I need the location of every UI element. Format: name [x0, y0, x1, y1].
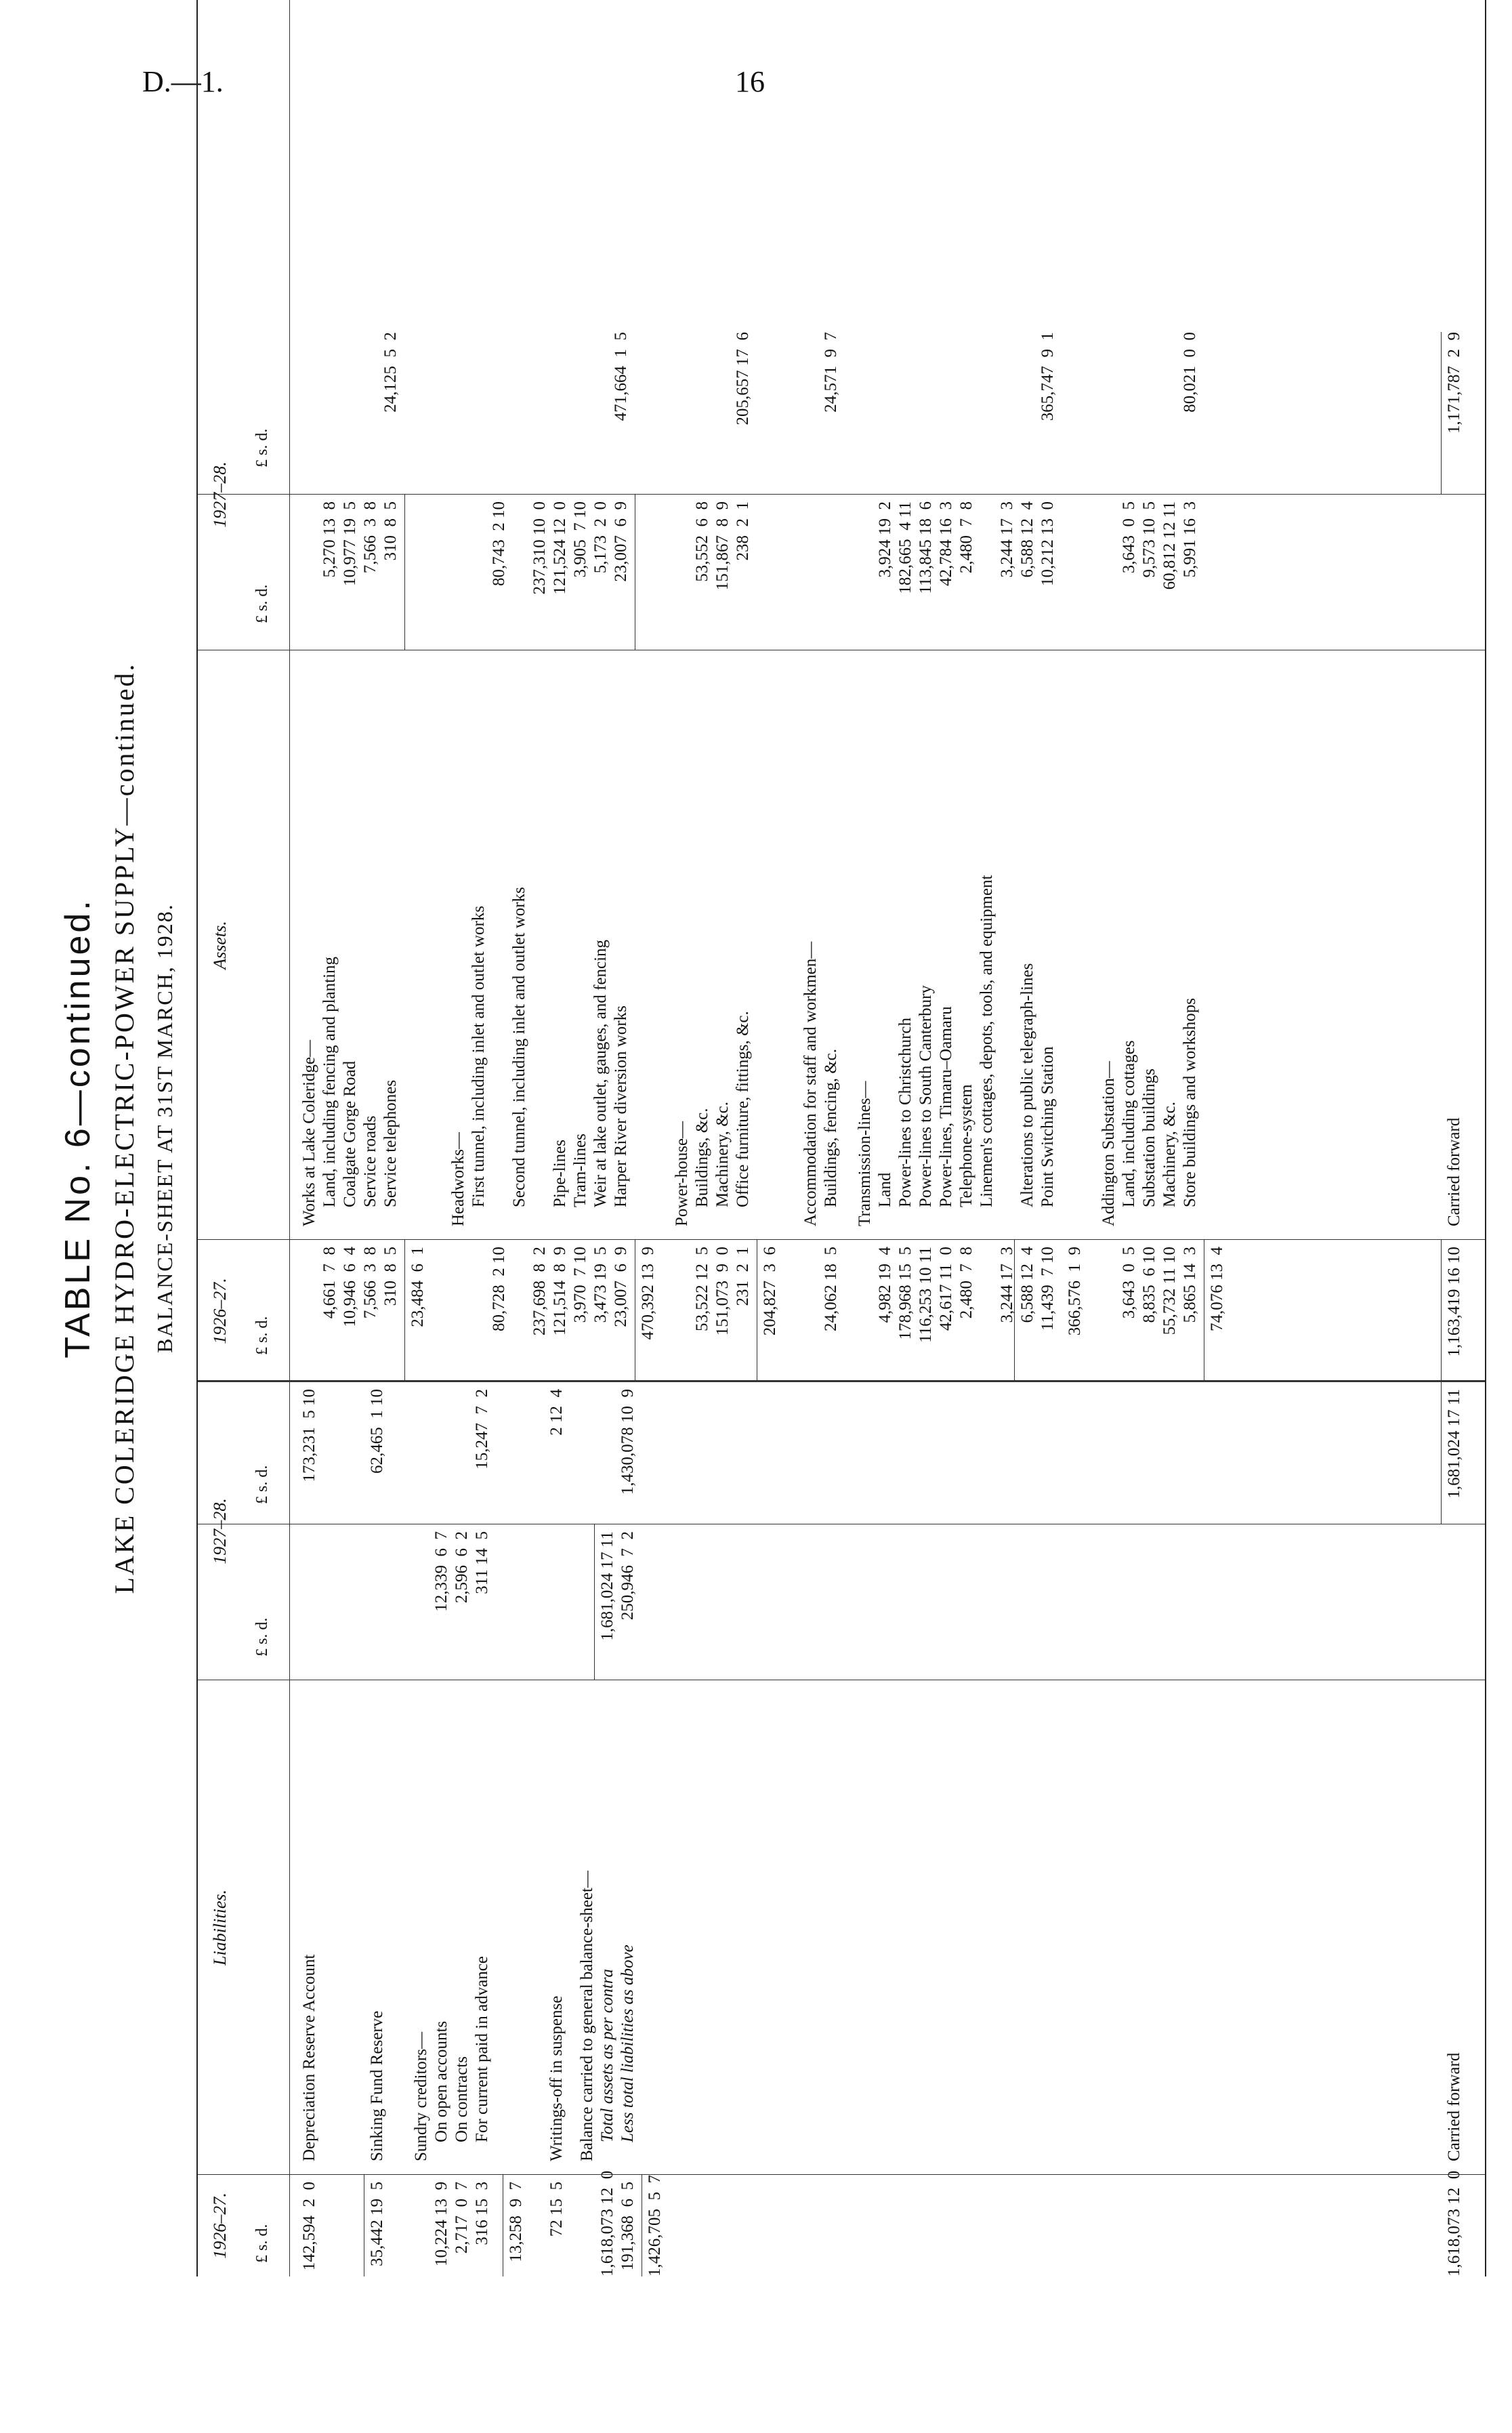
liability-label: Carried forward	[1445, 2052, 1463, 2161]
lsd-heading: £ s. d.	[253, 1465, 271, 1504]
liability-label: Balance carried to general balance-sheet—	[578, 1871, 596, 2161]
liability-detail-amount: 1,681,024 17 11	[598, 1531, 616, 1641]
asset-detail-amount: 3,643 0 5	[1120, 501, 1138, 574]
liability-total-amount: 1,681,024 17 11	[1445, 1389, 1463, 1499]
liability-label: Sinking Fund Reserve	[368, 2010, 386, 2161]
liability-detail-amount: 250,946 7 2	[618, 1531, 637, 1621]
asset-label: First tunnel, including inlet and outlet works	[469, 905, 488, 1207]
asset-prev-amount: 4,982 19 4	[876, 1247, 894, 1323]
asset-label: Accommodation for staff and workmen—	[801, 941, 820, 1226]
asset-detail-amount: 7,566 3 8	[361, 501, 379, 574]
asset-detail-amount: 182,665 4 11	[896, 501, 915, 594]
asset-detail-amount: 151,867 8 9	[713, 501, 732, 591]
liability-total-amount: 173,231 5 10	[300, 1389, 318, 1482]
liability-detail-amount: 311 14 5	[473, 1531, 491, 1594]
asset-prev-amount: 237,698 8 2	[530, 1247, 549, 1336]
asset-prev-amount: 231 2 1	[734, 1247, 752, 1306]
asset-prev-amount: 470,392 13 9	[639, 1247, 657, 1340]
asset-label: Weir at lake outlet, gauges, and fencing	[591, 939, 610, 1207]
asset-detail-amount: 5,991 16 3	[1181, 501, 1199, 578]
asset-detail-amount: 5,173 2 0	[591, 501, 610, 574]
asset-label: Alterations to public telegraph-lines	[1018, 963, 1036, 1207]
asset-detail-amount: 237,310 10 0	[530, 501, 549, 595]
asset-label: Addington Substation—	[1099, 1061, 1118, 1226]
rotated-table-page	[58, 0, 1484, 2276]
asset-prev-amount: 80,728 2 10	[490, 1247, 508, 1331]
asset-label: Headworks—	[449, 1132, 467, 1226]
asset-prev-amount: 23,484 6 1	[408, 1247, 427, 1327]
column-divider	[198, 2174, 1485, 2175]
table-title: TABLE No. 6—continued.	[58, 898, 98, 1358]
asset-total-amount: 365,747 9 1	[1038, 332, 1057, 421]
asset-label: Linemen's cottages, depots, tools, and equipment	[978, 875, 996, 1207]
asset-label: Land, including cottages	[1120, 1040, 1138, 1207]
asset-prev-amount: 55,732 11 10	[1160, 1247, 1179, 1335]
asset-prev-amount: 366,576 1 9	[1066, 1247, 1084, 1336]
asset-label: Machinery, &c.	[713, 1102, 732, 1207]
liab-prev-year-heading: 1926–27.	[210, 2192, 230, 2259]
asset-prev-amount: 151,073 9 0	[713, 1247, 732, 1336]
asset-label: Telephone-system	[957, 1084, 975, 1207]
asset-label: Tram-lines	[571, 1134, 589, 1207]
asset-label: Service telephones	[381, 1079, 400, 1207]
asset-prev-amount: 23,007 6 9	[612, 1247, 630, 1327]
asset-prev-amount: 24,062 18 5	[822, 1247, 840, 1331]
asset-detail-amount: 3,905 7 10	[571, 501, 589, 578]
asset-detail-amount: 238 2 1	[734, 501, 752, 561]
liability-label: On contracts	[453, 2056, 471, 2142]
asset-label: Point Switching Station	[1038, 1046, 1057, 1207]
asset-detail-amount: 42,784 16 3	[937, 501, 955, 586]
asset-detail-amount: 310 8 5	[381, 501, 400, 561]
asset-detail-amount: 10,977 19 5	[341, 501, 359, 586]
balance-sheet-table	[196, 0, 1486, 2276]
asset-current-year-heading: 1927–28.	[210, 461, 230, 528]
asset-detail-amount: 2,480 7 8	[957, 501, 975, 574]
liabilities-heading: Liabilities.	[210, 1890, 230, 1966]
liab-current-year-heading: 1927–28.	[210, 1498, 230, 1564]
page-header-ref: D.—1.	[142, 65, 224, 98]
asset-prev-amount: 6,588 12 4	[1018, 1247, 1036, 1323]
asset-prev-amount: 178,968 15 5	[896, 1247, 915, 1340]
asset-prev-amount: 121,514 8 9	[551, 1247, 569, 1336]
asset-label: Machinery, &c.	[1160, 1102, 1179, 1207]
asset-prev-amount: 11,439 7 10	[1038, 1247, 1057, 1331]
balance-sheet-date: BALANCE-SHEET AT 31ST MARCH, 1928.	[152, 903, 177, 1353]
asset-label: Power-lines to Christchurch	[896, 1017, 915, 1207]
asset-prev-amount: 10,946 6 4	[341, 1247, 359, 1327]
asset-prev-amount: 74,076 13 4	[1208, 1247, 1226, 1331]
liability-label: Total assets as per contra	[598, 1968, 616, 2142]
asset-prev-amount: 8,835 6 10	[1140, 1247, 1158, 1323]
assets-heading: Assets.	[210, 921, 230, 970]
liability-total-amount: 15,247 7 2	[473, 1389, 491, 1470]
liability-prev-amount: 142,594 2 0	[300, 2182, 318, 2271]
table-subtitle: LAKE COLERIDGE HYDRO-ELECTRIC-POWER SUPPLY—continued.	[109, 662, 140, 1594]
liability-prev-amount: 191,368 6 5	[618, 2182, 637, 2271]
asset-detail-amount: 80,743 2 10	[490, 501, 508, 586]
lsd-heading: £ s. d.	[253, 428, 271, 467]
asset-prev-amount: 2,480 7 8	[957, 1247, 975, 1319]
liability-total-amount: 2 12 4	[547, 1389, 566, 1436]
liability-detail-amount: 12,339 6 7	[432, 1531, 450, 1612]
liability-label: On open accounts	[432, 2020, 450, 2142]
asset-label: Land, including fencing and planting	[320, 956, 339, 1207]
liability-prev-amount: 72 15 5	[547, 2182, 566, 2237]
asset-detail-amount: 6,588 12 4	[1018, 501, 1036, 578]
liability-detail-amount: 2,596 6 2	[453, 1531, 471, 1604]
subtotal-rule	[594, 1524, 595, 1680]
asset-label: Land	[876, 1172, 894, 1207]
asset-prev-amount: 3,970 7 10	[571, 1247, 589, 1323]
subtotal-rule	[1441, 1240, 1442, 1382]
asset-label: Second tunnel, including inlet and outlet works	[510, 887, 528, 1207]
asset-total-amount: 24,125 5 2	[381, 332, 400, 413]
asset-detail-amount: 3,924 19 2	[876, 501, 894, 578]
liability-label: Less total liabilities as above	[618, 1945, 637, 2142]
liability-total-amount: 62,465 1 10	[368, 1389, 386, 1474]
liability-label: Depreciation Reserve Account	[300, 1954, 318, 2161]
asset-prev-amount: 3,473 19 5	[591, 1247, 610, 1323]
liability-prev-amount: 1,426,705 5 7	[646, 2175, 664, 2276]
asset-detail-amount: 9,573 10 5	[1140, 501, 1158, 578]
asset-label: Pipe-lines	[551, 1140, 569, 1207]
liability-prev-amount: 10,224 13 9	[432, 2182, 450, 2266]
header-rule	[289, 0, 290, 2276]
asset-prev-amount: 4,661 7 8	[320, 1247, 339, 1319]
subtotal-rule	[1014, 1240, 1015, 1382]
liability-prev-amount: 1,618,073 12 0	[598, 2170, 616, 2276]
asset-prev-amount: 310 8 5	[381, 1247, 400, 1306]
lsd-heading: £ s. d.	[253, 1316, 271, 1355]
asset-detail-amount: 121,524 12 0	[551, 501, 569, 595]
asset-prev-amount: 1,163,419 16 10	[1445, 1247, 1463, 1357]
liability-prev-amount: 2,717 0 7	[453, 2182, 471, 2254]
lsd-heading: £ s. d.	[253, 584, 271, 623]
asset-label: Buildings, &c.	[693, 1108, 711, 1207]
asset-total-amount: 205,657 17 6	[734, 332, 752, 425]
asset-label: Power-house—	[673, 1121, 691, 1226]
asset-label: Buildings, fencing, &c.	[822, 1049, 840, 1207]
asset-label: Power-lines to South Canterbury	[917, 985, 935, 1207]
lsd-heading: £ s. d.	[253, 1617, 271, 1657]
asset-total-amount: 1,171,787 2 9	[1445, 332, 1463, 434]
column-divider	[198, 1239, 1485, 1240]
asset-label: Works at Lake Coleridge—	[300, 1040, 318, 1226]
asset-label: Power-lines, Timaru–Oamaru	[937, 1006, 955, 1207]
asset-detail-amount: 23,007 6 9	[612, 501, 630, 582]
asset-prev-amount: 204,827 3 6	[761, 1247, 779, 1336]
asset-label: Harper River diversion works	[612, 1005, 630, 1207]
asset-detail-amount: 3,244 17 3	[998, 501, 1016, 578]
asset-label: Transmission-lines—	[856, 1081, 874, 1226]
asset-prev-amount: 42,617 11 0	[937, 1247, 955, 1331]
asset-label: Office furniture, fittings, &c.	[734, 1011, 752, 1207]
liability-prev-amount: 13,258 9 7	[507, 2182, 525, 2262]
asset-label: Coalgate Gorge Road	[341, 1060, 359, 1207]
asset-detail-amount: 113,845 18 6	[917, 501, 935, 594]
asset-label: Substation buildings	[1140, 1068, 1158, 1207]
asset-prev-amount: 7,566 3 8	[361, 1247, 379, 1319]
page-number: 16	[735, 65, 765, 98]
asset-prev-amount: 116,253 10 11	[917, 1247, 935, 1343]
asset-detail-amount: 53,552 6 8	[693, 501, 711, 582]
subtotal-rule	[404, 495, 405, 650]
asset-prev-amount: 5,865 14 3	[1181, 1247, 1199, 1323]
subtotal-rule	[1441, 332, 1442, 495]
asset-prev-amount: 3,244 17 3	[998, 1247, 1016, 1323]
asset-detail-amount: 60,812 12 11	[1160, 501, 1179, 590]
liability-label: Writings-off in suspense	[547, 1995, 566, 2161]
asset-prev-amount: 53,522 12 5	[693, 1247, 711, 1331]
asset-total-amount: 24,571 9 7	[822, 332, 840, 413]
asset-total-amount: 471,664 1 5	[612, 332, 630, 421]
liability-total-amount: 1,430,078 10 9	[618, 1389, 637, 1495]
asset-label: Store buildings and workshops	[1181, 997, 1199, 1207]
asset-prev-year-heading: 1926–27.	[210, 1278, 230, 1344]
asset-detail-amount: 5,270 13 8	[320, 501, 339, 578]
asset-label: Carried forward	[1445, 1117, 1463, 1226]
subtotal-rule	[1441, 1382, 1442, 1524]
liability-prev-amount: 35,442 19 5	[368, 2182, 386, 2266]
liability-prev-amount: 1,618,073 12 0	[1445, 2170, 1463, 2276]
asset-label: Service roads	[361, 1115, 379, 1207]
asset-prev-amount: 3,643 0 5	[1120, 1247, 1138, 1319]
liability-prev-amount: 316 15 3	[473, 2182, 491, 2245]
lsd-heading: £ s. d.	[253, 2224, 271, 2263]
asset-detail-amount: 10,212 13 0	[1038, 501, 1057, 586]
liability-label: Sundry creditors—	[412, 2032, 430, 2161]
subtotal-rule	[404, 1240, 405, 1382]
asset-total-amount: 80,021 0 0	[1181, 332, 1199, 413]
liability-label: For current paid in advance	[473, 1956, 491, 2142]
